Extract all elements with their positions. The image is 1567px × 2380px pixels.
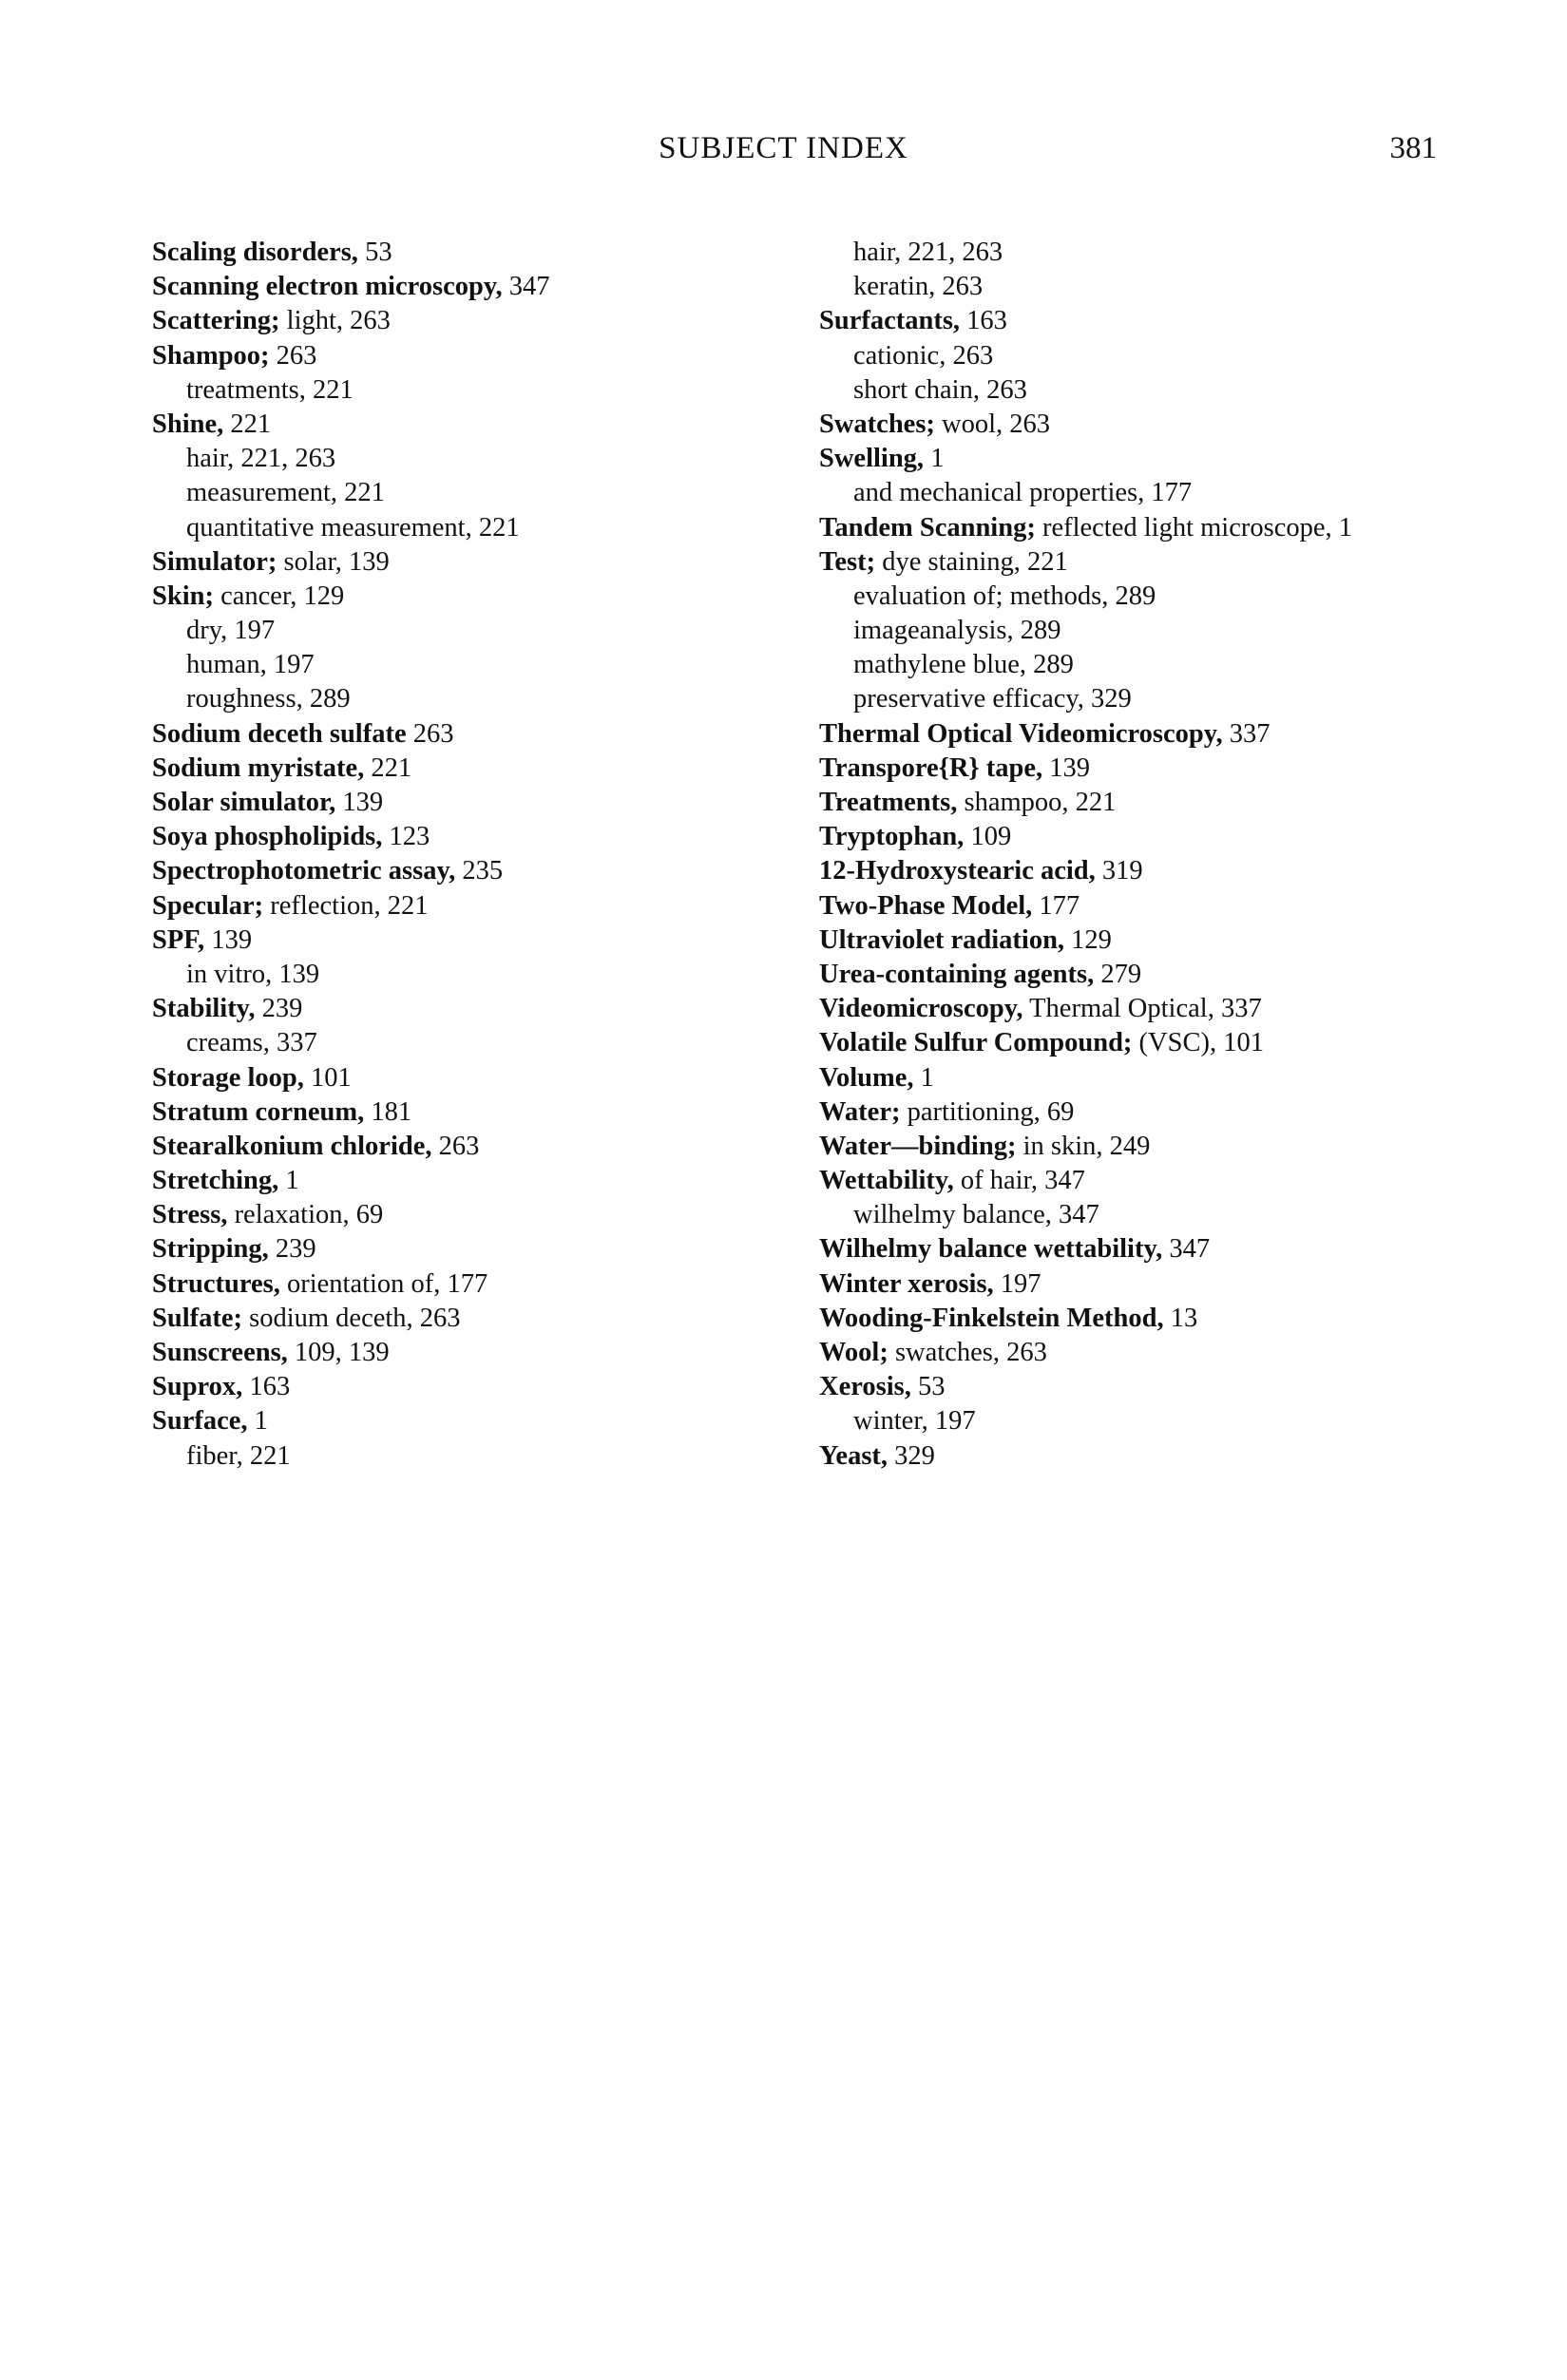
index-subentry — [819, 614, 1475, 648]
index-references: wilhelmy balance, 347 — [853, 1200, 1099, 1230]
index-references: cationic, 263 — [853, 340, 994, 371]
index-references: 181 — [364, 1096, 412, 1127]
index-entry — [819, 1164, 1475, 1198]
index-entry — [152, 1130, 779, 1164]
index-references: evaluation of; methods, 289 — [853, 581, 1156, 611]
index-entry — [819, 820, 1475, 854]
index-references: 329 — [888, 1440, 935, 1471]
index-references: of hair, 347 — [953, 1166, 1085, 1196]
index-entry — [819, 1336, 1475, 1370]
index-references: hair, 221, 263 — [186, 444, 336, 474]
index-term: Thermal Optical Videomicroscopy, — [819, 718, 1223, 749]
index-term: Scattering; — [152, 306, 280, 336]
index-references: 139 — [1042, 752, 1091, 783]
index-references: sodium deceth, 263 — [242, 1303, 461, 1333]
index-term: Solar simulator, — [152, 788, 336, 817]
index-term: Spectrophotometric assay, — [152, 856, 456, 886]
index-entry — [152, 1061, 779, 1095]
index-term: Volume, — [819, 1062, 914, 1093]
index-references: imageanalysis, 289 — [853, 616, 1061, 646]
index-entry — [819, 545, 1475, 580]
index-term: Winter xerosis, — [819, 1268, 994, 1299]
index-entry — [152, 923, 779, 958]
index-subentry — [152, 442, 779, 476]
index-references: 221 — [223, 409, 272, 439]
index-term: Simulator; — [152, 546, 277, 577]
index-term: Scanning electron microscopy, — [152, 272, 503, 302]
index-entry — [152, 1302, 779, 1336]
index-references: 239 — [268, 1234, 316, 1265]
index-term: Suprox, — [152, 1372, 243, 1402]
index-references: 177 — [1032, 890, 1080, 921]
index-references: dye staining, 221 — [875, 546, 1068, 577]
index-entry — [152, 1198, 779, 1232]
index-references: hair, 221, 263 — [853, 238, 1003, 267]
index-subentry — [152, 614, 779, 648]
index-term: Wool; — [819, 1338, 889, 1367]
index-references: 53 — [910, 1372, 946, 1402]
index-term: Stretching, — [152, 1166, 279, 1196]
index-entry — [819, 992, 1475, 1026]
index-entry — [152, 339, 779, 373]
index-entry — [819, 1232, 1475, 1266]
index-references: 101 — [303, 1062, 352, 1093]
index-entry — [152, 408, 779, 442]
index-references: preservative efficacy, 329 — [853, 684, 1132, 714]
index-references: shampoo, 221 — [957, 788, 1117, 817]
index-entry — [152, 752, 779, 786]
index-entry — [819, 958, 1475, 992]
index-term: Ultraviolet radiation, — [819, 924, 1065, 955]
index-entry — [152, 545, 779, 580]
page-number: 381 — [1389, 131, 1437, 165]
index-references: dry, 197 — [186, 616, 276, 646]
index-references: swatches, 263 — [888, 1338, 1047, 1367]
index-references: light, 263 — [279, 306, 391, 336]
index-entry — [152, 236, 779, 270]
index-subentry — [819, 373, 1475, 408]
index-references: quantitative measurement, 221 — [186, 512, 520, 543]
index-references: 163 — [242, 1372, 291, 1402]
index-column-left — [152, 236, 779, 1474]
index-subentry — [152, 511, 779, 545]
index-references: 139 — [204, 924, 253, 955]
index-references: 347 — [1162, 1234, 1211, 1265]
index-subentry — [152, 1439, 779, 1474]
index-references: mathylene blue, 289 — [853, 650, 1074, 680]
index-references: fiber, 221 — [186, 1440, 291, 1471]
index-references: in vitro, 139 — [186, 959, 320, 989]
index-subentry — [819, 339, 1475, 373]
index-references: 337 — [1222, 718, 1271, 749]
index-references: 221 — [364, 752, 412, 783]
index-term: Wilhelmy balance wettability, — [819, 1234, 1163, 1265]
index-entry — [819, 854, 1475, 888]
index-term: Wettability, — [819, 1166, 954, 1196]
index-term: SPF, — [152, 924, 205, 955]
index-term: Skin; — [152, 581, 214, 611]
index-references: in skin, 249 — [1016, 1131, 1151, 1161]
index-entry — [819, 442, 1475, 476]
index-subentry — [819, 1198, 1475, 1232]
index-references: reflection, 221 — [263, 890, 429, 921]
index-references: 197 — [993, 1268, 1041, 1299]
index-term: Test; — [819, 546, 876, 577]
index-entry — [152, 786, 779, 820]
index-entry — [152, 1404, 779, 1438]
index-subentry — [152, 373, 779, 408]
index-entry — [152, 992, 779, 1026]
index-references: 263 — [431, 1131, 480, 1161]
index-entry — [152, 1164, 779, 1198]
index-references: and mechanical properties, 177 — [853, 478, 1193, 508]
index-references: 1 — [924, 444, 945, 474]
index-term: Soya phospholipids, — [152, 822, 383, 852]
index-references: 109 — [964, 822, 1012, 852]
index-subentry — [819, 682, 1475, 716]
index-entry — [819, 408, 1475, 442]
index-term: Structures, — [152, 1268, 280, 1299]
index-references: 263 — [406, 718, 454, 749]
index-entry — [819, 1439, 1475, 1474]
index-references: partitioning, 69 — [900, 1096, 1075, 1127]
index-entry — [152, 889, 779, 923]
index-entry — [819, 1130, 1475, 1164]
index-references: treatments, 221 — [186, 374, 354, 405]
index-term: Storage loop, — [152, 1062, 304, 1093]
index-entry — [819, 1061, 1475, 1095]
index-entry — [819, 923, 1475, 958]
index-term: Specular; — [152, 890, 264, 921]
index-references: 53 — [357, 238, 392, 267]
index-references: 139 — [335, 788, 384, 817]
index-term: Treatments, — [819, 788, 958, 817]
index-subentry — [152, 682, 779, 716]
index-entry — [152, 580, 779, 614]
index-entry — [152, 1267, 779, 1302]
index-term: Wooding-Finkelstein Method, — [819, 1303, 1164, 1333]
index-references: solar, 139 — [277, 546, 390, 577]
index-references: 319 — [1095, 856, 1143, 886]
index-references: orientation of, 177 — [279, 1268, 488, 1299]
index-references: human, 197 — [186, 650, 315, 680]
index-entry — [819, 1370, 1475, 1404]
index-entry — [152, 717, 779, 752]
index-term: Yeast, — [819, 1440, 889, 1471]
index-term: Two-Phase Model, — [819, 890, 1033, 921]
index-references: 129 — [1064, 924, 1112, 955]
index-term: Shampoo; — [152, 340, 270, 371]
index-term: Stearalkonium chloride, — [152, 1131, 432, 1161]
index-term: Sulfate; — [152, 1303, 242, 1333]
index-entry — [152, 854, 779, 888]
index-term: Urea-containing agents, — [819, 959, 1095, 989]
index-references: Thermal Optical, 337 — [1022, 994, 1262, 1024]
index-term: Stability, — [152, 994, 256, 1024]
page-header — [0, 127, 1567, 169]
index-entry — [819, 889, 1475, 923]
index-references: (VSC), 101 — [1132, 1028, 1264, 1058]
index-entry — [819, 511, 1475, 545]
index-references: wool, 263 — [934, 409, 1051, 439]
index-entry — [819, 786, 1475, 820]
index-entry — [819, 1302, 1475, 1336]
index-term: 12-Hydroxystearic acid, — [819, 856, 1096, 886]
index-subentry — [152, 958, 779, 992]
index-references: cancer, 129 — [213, 581, 345, 611]
index-term: Sodium myristate, — [152, 752, 365, 783]
index-subentry — [819, 270, 1475, 304]
index-references: short chain, 263 — [853, 374, 1027, 405]
index-term: Stress, — [152, 1200, 228, 1230]
index-column-right — [819, 236, 1475, 1474]
index-subentry — [819, 580, 1475, 614]
index-term: Swatches; — [819, 409, 935, 439]
index-term: Water; — [819, 1096, 901, 1127]
index-term: Shine, — [152, 409, 224, 439]
index-entry — [152, 1095, 779, 1130]
index-subentry — [152, 1026, 779, 1060]
index-entry — [819, 304, 1475, 338]
index-entry — [152, 1370, 779, 1404]
index-term: Transpore{R} tape, — [819, 752, 1043, 783]
index-subentry — [819, 1404, 1475, 1438]
index-term: Water—binding; — [819, 1131, 1017, 1161]
index-entry — [819, 1267, 1475, 1302]
index-term: Surfactants, — [819, 306, 961, 336]
running-title: SUBJECT INDEX — [659, 131, 908, 165]
index-term: Scaling disorders, — [152, 238, 358, 267]
index-term: Tryptophan, — [819, 822, 965, 852]
index-entry — [152, 304, 779, 338]
index-references: 1 — [247, 1406, 268, 1437]
index-term: Volatile Sulfur Compound; — [819, 1028, 1133, 1058]
index-references: 109, 139 — [287, 1338, 390, 1367]
index-entry — [152, 270, 779, 304]
index-term: Videomicroscopy, — [819, 994, 1023, 1024]
index-subentry — [819, 236, 1475, 270]
index-entry — [152, 820, 779, 854]
index-entry — [819, 1026, 1475, 1060]
index-entry — [152, 1232, 779, 1266]
index-references: 13 — [1163, 1303, 1198, 1333]
index-entry — [152, 1336, 779, 1370]
index-references: 263 — [269, 340, 317, 371]
index-references: 239 — [255, 994, 303, 1024]
index-references: 235 — [455, 856, 504, 886]
index-term: Stripping, — [152, 1234, 269, 1265]
index-references: 123 — [382, 822, 430, 852]
index-subentry — [819, 648, 1475, 682]
index-references: relaxation, 69 — [227, 1200, 384, 1230]
index-term: Swelling, — [819, 444, 925, 474]
index-entry — [819, 752, 1475, 786]
index-subentry — [819, 476, 1475, 510]
index-term: Stratum corneum, — [152, 1096, 365, 1127]
index-subentry — [152, 648, 779, 682]
index-term: Sodium deceth sulfate — [152, 718, 407, 749]
index-references: measurement, 221 — [186, 478, 385, 508]
index-references: 279 — [1094, 959, 1142, 989]
index-subentry — [152, 476, 779, 510]
index-entry — [819, 717, 1475, 752]
index-references: 163 — [960, 306, 1007, 336]
index-references: roughness, 289 — [186, 684, 351, 714]
index-references: keratin, 263 — [853, 272, 984, 302]
index-term: Surface, — [152, 1406, 248, 1437]
index-term: Xerosis, — [819, 1372, 911, 1402]
index-term: Tandem Scanning; — [819, 512, 1036, 543]
index-references: winter, 197 — [853, 1406, 976, 1437]
index-references: 347 — [502, 272, 550, 302]
index-references: 1 — [913, 1062, 934, 1093]
index-references: reflected light microscope, 1 — [1035, 512, 1352, 543]
index-references: creams, 337 — [186, 1028, 317, 1058]
index-term: Sunscreens, — [152, 1338, 288, 1367]
index-entry — [819, 1095, 1475, 1130]
index-references: 1 — [278, 1166, 299, 1196]
